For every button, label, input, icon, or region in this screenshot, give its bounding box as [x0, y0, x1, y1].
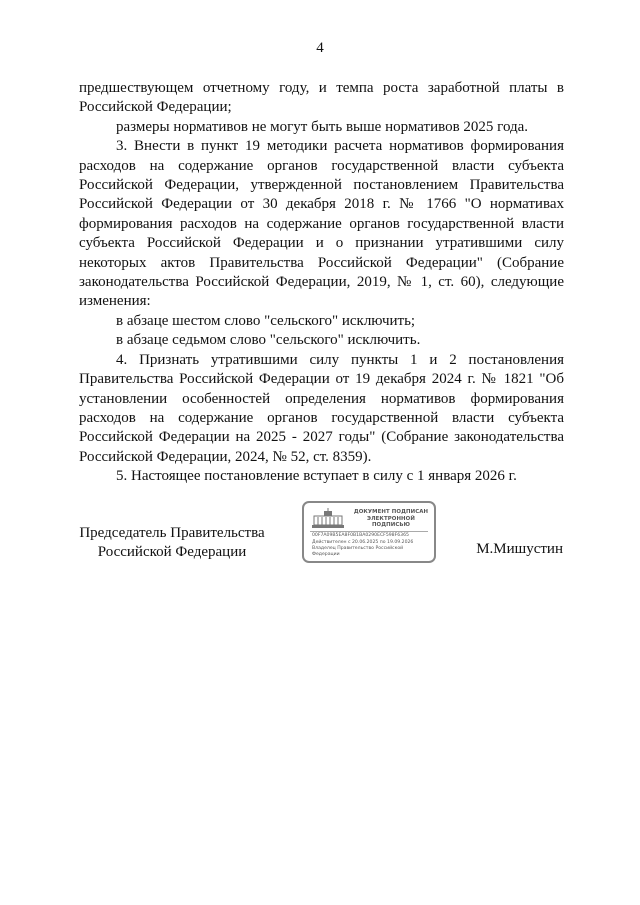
paragraph-item-3: 3. Внести в пункт 19 методики расчета нормативов формирования расходов на содержание органов государственной власти субъекта Российской Федерации, утвержденной постановлением Правительства Российской Федерации от 30 декабря 2018 г. № 1766 "О нормативах формирования расходов на содержание органов государственной власти субъекта Российской Федерации и о признании утратившими силу некоторых актов Правительства Российской Федерации" (Собрание законодательства Российской Федерации, 2019, № 1, ст. 60), следующие изменения: [79, 138, 564, 310]
page-number: 4 [316, 40, 324, 56]
paragraph-item-3-sub-1: в абзаце шестом слово "сельского" исключить; [116, 312, 416, 329]
paragraph-item-5: 5. Настоящее постановление вступает в силу с 1 января 2026 г. [116, 468, 517, 485]
stamp-title-line1: ДОКУМЕНТ ПОДПИСАН [353, 509, 429, 515]
paragraph-item-3-sub-2: в абзаце седьмом слово "сельского" исключить. [116, 332, 421, 349]
stamp-title-line2: ЭЛЕКТРОННОЙ ПОДПИСЬЮ [367, 515, 415, 529]
stamp-certificate: 00F7A09B5EA8F0B1BA0290ECF598F6365 [312, 533, 409, 538]
paragraph-limit: размеры нормативов не могут быть выше нормативов 2025 года. [116, 118, 529, 135]
stamp-title [348, 509, 434, 529]
paragraph-continuation: предшествующем отчетному году, и темпа роста заработной платы в Российской Федерации; [79, 80, 564, 116]
signatory-position-line2: Российской Федерации [97, 544, 247, 560]
document-body [79, 79, 564, 487]
electronic-signature-stamp [302, 501, 436, 563]
signatory-position [79, 524, 265, 562]
stamp-validity: Действителен с 20.06.2025 по 19.09.2026 [312, 540, 414, 545]
signatory-position-line1: Председатель Правительства [79, 525, 265, 541]
signatory-name: М.Мишустин [476, 541, 563, 557]
stamp-owner-line2: Федерации [312, 552, 340, 557]
government-building-icon [311, 508, 345, 530]
stamp-owner-line1: Владелец Правительство Российской [312, 546, 404, 551]
stamp-divider [310, 531, 428, 532]
paragraph-item-4: 4. Признать утратившими силу пункты 1 и 2 постановления Правительства Российской Федерации от 19 декабря 2024 г. № 1821 "Об установлении особенностей определения нормативов формирования расходов на содержание органов государственной власти субъекта Российской Федерации на 2025 - 2027 годы" (Собрание законодательства Российской Федерации, 2024, № 52, ст. 8359). [79, 351, 564, 465]
